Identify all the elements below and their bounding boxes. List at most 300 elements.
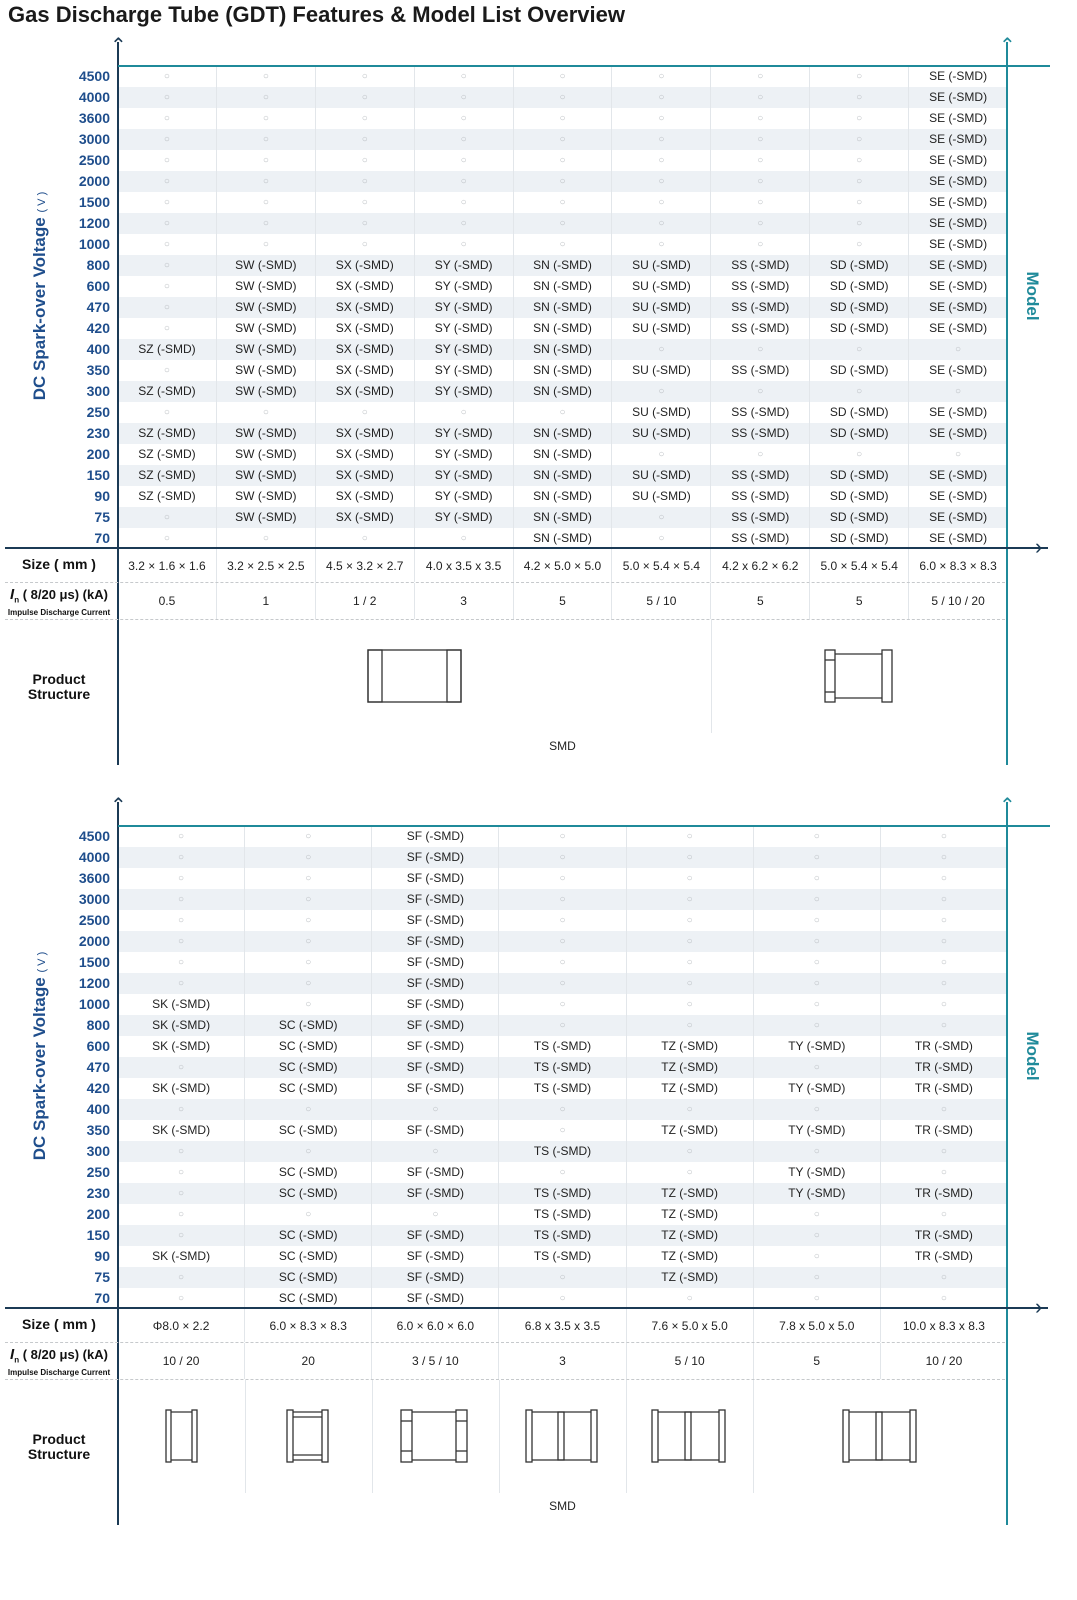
- unavailable-marker: ○: [753, 1246, 880, 1267]
- table-row: [118, 108, 1007, 129]
- model-cell: SF (-SMD): [371, 994, 498, 1015]
- model-cell: SZ (-SMD): [138, 384, 196, 398]
- unavailable-marker: ○: [513, 192, 612, 213]
- model-cell: SX (-SMD): [315, 486, 414, 507]
- model-cell: SW (-SMD): [216, 423, 315, 444]
- model-cell: SE (-SMD): [908, 87, 1007, 108]
- model-axis-label: Model: [1023, 271, 1042, 321]
- unavailable-marker: ○: [626, 1141, 753, 1162]
- size-cell: 10.0 x 8.3 x 8.3: [880, 1309, 1007, 1342]
- voltage-tick: 800: [86, 1017, 110, 1033]
- table-row: [118, 507, 1007, 528]
- unavailable-marker: ○: [163, 260, 170, 271]
- current-label: [0, 588, 118, 617]
- unavailable-marker: ○: [315, 192, 414, 213]
- table-row: [118, 1036, 1007, 1057]
- unavailable-marker: ○: [908, 339, 1007, 360]
- model-cell: SD (-SMD): [809, 465, 908, 486]
- size-cell: 7.8 x 5.0 x 5.0: [753, 1309, 880, 1342]
- unavailable-marker: ○: [163, 176, 170, 187]
- size-cell: 3.2 × 1.6 × 1.6: [128, 558, 206, 573]
- model-cell: SW (-SMD): [216, 507, 315, 528]
- unavailable-marker: ○: [244, 847, 371, 868]
- model-cell: SW (-SMD): [216, 318, 315, 339]
- unavailable-marker: ○: [611, 87, 710, 108]
- model-cell: SY (-SMD): [414, 255, 513, 276]
- structure-label-2: Structure: [27, 1446, 91, 1462]
- model-cell: SU (-SMD): [611, 402, 710, 423]
- model-cell: TY (-SMD): [753, 1036, 880, 1057]
- model-cell: SS (-SMD): [710, 507, 809, 528]
- unavailable-marker: ○: [611, 234, 710, 255]
- table-row: [118, 192, 1007, 213]
- unavailable-marker: ○: [244, 952, 371, 973]
- voltage-tick: 3600: [78, 110, 110, 126]
- table-row: [118, 486, 1007, 507]
- voltage-tick: 420: [86, 1080, 110, 1096]
- model-cell: SE (-SMD): [908, 276, 1007, 297]
- voltage-tick: 70: [94, 530, 110, 546]
- model-cell: TY (-SMD): [753, 1078, 880, 1099]
- model-cell: SN (-SMD): [513, 318, 612, 339]
- voltage-tick: 230: [86, 1185, 110, 1201]
- current-cell: 10 / 20: [162, 1354, 200, 1368]
- unavailable-marker: ○: [753, 973, 880, 994]
- unavailable-marker: ○: [178, 936, 185, 947]
- current-cell: 5: [513, 583, 612, 619]
- unavailable-marker: ○: [513, 108, 612, 129]
- model-cell: SF (-SMD): [371, 847, 498, 868]
- unavailable-marker: ○: [244, 910, 371, 931]
- unavailable-marker: ○: [626, 1099, 753, 1120]
- unavailable-marker: ○: [216, 66, 315, 87]
- unavailable-marker: ○: [753, 1267, 880, 1288]
- model-cell: SZ (-SMD): [138, 426, 196, 440]
- model-cell: SF (-SMD): [371, 1015, 498, 1036]
- voltage-tick: 250: [86, 1164, 110, 1180]
- unavailable-marker: ○: [414, 108, 513, 129]
- unavailable-marker: ○: [498, 931, 625, 952]
- unavailable-marker: ○: [611, 108, 710, 129]
- unavailable-marker: ○: [244, 868, 371, 889]
- unavailable-marker: ○: [611, 129, 710, 150]
- unavailable-marker: ○: [809, 192, 908, 213]
- model-table-panel-2: [0, 795, 1077, 1540]
- model-cell: SF (-SMD): [371, 1162, 498, 1183]
- unavailable-marker: ○: [513, 402, 612, 423]
- unavailable-marker: ○: [809, 171, 908, 192]
- unavailable-marker: ○: [611, 528, 710, 549]
- unavailable-marker: ○: [315, 213, 414, 234]
- unavailable-marker: ○: [513, 234, 612, 255]
- unavailable-marker: ○: [244, 931, 371, 952]
- unavailable-marker: ○: [178, 1209, 185, 1220]
- unavailable-marker: ○: [315, 129, 414, 150]
- voltage-tick: 1500: [78, 954, 110, 970]
- smd-label: SMD: [549, 1499, 576, 1513]
- voltage-tick: 4500: [78, 828, 110, 844]
- model-axis-top-line: [118, 825, 1050, 827]
- unavailable-marker: ○: [626, 973, 753, 994]
- voltage-tick: 350: [86, 1122, 110, 1138]
- table-row: [118, 1225, 1007, 1246]
- voltage-tick: 4000: [78, 89, 110, 105]
- size-cell: 4.0 x 3.5 x 3.5: [414, 549, 513, 582]
- table-row: [118, 1078, 1007, 1099]
- unavailable-marker: ○: [163, 197, 170, 208]
- current-cell: 0.5: [158, 594, 176, 608]
- model-cell: SE (-SMD): [908, 318, 1007, 339]
- unavailable-marker: ○: [315, 66, 414, 87]
- table-row: [118, 1183, 1007, 1204]
- size-cell: 6.0 × 6.0 × 6.0: [371, 1309, 498, 1342]
- table-row: [118, 150, 1007, 171]
- model-cell: SD (-SMD): [809, 402, 908, 423]
- unavailable-marker: ○: [163, 323, 170, 334]
- model-cell: SD (-SMD): [809, 318, 908, 339]
- unavailable-marker: ○: [178, 1104, 185, 1115]
- unavailable-marker: ○: [753, 1057, 880, 1078]
- size-row: [118, 549, 1007, 582]
- table-row: [118, 1120, 1007, 1141]
- current-cell: 3: [414, 583, 513, 619]
- model-cell: SX (-SMD): [315, 444, 414, 465]
- model-cell: SE (-SMD): [908, 423, 1007, 444]
- unavailable-marker: ○: [216, 528, 315, 549]
- unavailable-marker: ○: [414, 66, 513, 87]
- unavailable-marker: ○: [163, 407, 170, 418]
- table-row: [118, 1057, 1007, 1078]
- unavailable-marker: ○: [498, 994, 625, 1015]
- model-cell: SE (-SMD): [908, 255, 1007, 276]
- unavailable-marker: ○: [216, 402, 315, 423]
- model-cell: TZ (-SMD): [626, 1057, 753, 1078]
- size-label: Size ( mm ): [22, 1316, 96, 1332]
- model-cell: TZ (-SMD): [626, 1078, 753, 1099]
- unavailable-marker: ○: [880, 1162, 1007, 1183]
- model-cell: SD (-SMD): [809, 255, 908, 276]
- model-cell: SC (-SMD): [244, 1057, 371, 1078]
- voltage-tick: 300: [86, 1143, 110, 1159]
- unavailable-marker: ○: [513, 129, 612, 150]
- model-cell: TS (-SMD): [498, 1078, 625, 1099]
- model-cell: SN (-SMD): [513, 297, 612, 318]
- column-separator: [499, 1380, 500, 1493]
- model-cell: SX (-SMD): [315, 339, 414, 360]
- product-structure-drawing-sc: [285, 1408, 333, 1464]
- model-cell: SY (-SMD): [414, 381, 513, 402]
- current-cell: 20: [244, 1343, 371, 1379]
- unavailable-marker: ○: [178, 1146, 185, 1157]
- unavailable-marker: ○: [414, 213, 513, 234]
- model-cell: SN (-SMD): [513, 465, 612, 486]
- current-label-main: [0, 1348, 118, 1368]
- model-cell: SS (-SMD): [710, 528, 809, 549]
- model-cell: SS (-SMD): [710, 465, 809, 486]
- model-cell: SF (-SMD): [371, 1036, 498, 1057]
- unavailable-marker: ○: [244, 994, 371, 1015]
- current-cell: 5 / 10 / 20: [908, 583, 1007, 619]
- unavailable-marker: ○: [513, 87, 612, 108]
- model-cell: SY (-SMD): [414, 360, 513, 381]
- model-cell: SS (-SMD): [710, 255, 809, 276]
- unavailable-marker: ○: [315, 402, 414, 423]
- unavailable-marker: ○: [178, 1293, 185, 1304]
- unavailable-marker: ○: [498, 952, 625, 973]
- table-row: [118, 87, 1007, 108]
- model-cell: SN (-SMD): [513, 423, 612, 444]
- voltage-tick: 2000: [78, 933, 110, 949]
- model-cell: SK (-SMD): [152, 997, 211, 1011]
- voltage-tick: 1200: [78, 975, 110, 991]
- unavailable-marker: ○: [178, 831, 185, 842]
- model-cell: SF (-SMD): [371, 1225, 498, 1246]
- unavailable-marker: ○: [880, 1204, 1007, 1225]
- unavailable-marker: ○: [498, 910, 625, 931]
- model-cell: SC (-SMD): [244, 1036, 371, 1057]
- model-cell: SD (-SMD): [809, 423, 908, 444]
- model-cell: TR (-SMD): [880, 1183, 1007, 1204]
- unavailable-marker: ○: [315, 150, 414, 171]
- voltage-tick: 75: [94, 509, 110, 525]
- model-cell: SF (-SMD): [371, 1288, 498, 1309]
- model-axis-line: [1006, 42, 1008, 765]
- model-cell: TY (-SMD): [753, 1183, 880, 1204]
- unavailable-marker: ○: [244, 1204, 371, 1225]
- model-axis-line: [1006, 802, 1008, 1525]
- unavailable-marker: ○: [753, 910, 880, 931]
- unavailable-marker: ○: [216, 192, 315, 213]
- table-row: [118, 952, 1007, 973]
- voltage-tick: 400: [86, 341, 110, 357]
- model-cell: SD (-SMD): [809, 486, 908, 507]
- unavailable-marker: ○: [626, 1015, 753, 1036]
- model-cell: SE (-SMD): [908, 192, 1007, 213]
- unavailable-marker: ○: [880, 931, 1007, 952]
- table-row: [118, 1288, 1007, 1309]
- unavailable-marker: ○: [178, 852, 185, 863]
- model-cell: SW (-SMD): [216, 339, 315, 360]
- table-row: [118, 994, 1007, 1015]
- unavailable-marker: ○: [216, 213, 315, 234]
- x-axis-arrow-icon: ›: [1035, 534, 1043, 559]
- model-cell: SD (-SMD): [809, 297, 908, 318]
- voltage-tick: 1000: [78, 996, 110, 1012]
- voltage-tick: 75: [94, 1269, 110, 1285]
- unavailable-marker: ○: [753, 868, 880, 889]
- x-axis-arrow-icon: ›: [1035, 1294, 1043, 1319]
- model-cell: TR (-SMD): [880, 1120, 1007, 1141]
- model-cell: SU (-SMD): [611, 318, 710, 339]
- unavailable-marker: ○: [498, 1120, 625, 1141]
- unavailable-marker: ○: [880, 1288, 1007, 1309]
- table-row: [118, 66, 1007, 87]
- unavailable-marker: ○: [498, 1099, 625, 1120]
- voltage-tick: 70: [94, 1290, 110, 1306]
- model-cell: SW (-SMD): [216, 486, 315, 507]
- unavailable-marker: ○: [178, 894, 185, 905]
- model-cell: SF (-SMD): [371, 1057, 498, 1078]
- table-row: [118, 1162, 1007, 1183]
- unavailable-marker: ○: [611, 213, 710, 234]
- voltage-tick: 800: [86, 257, 110, 273]
- unavailable-marker: ○: [611, 381, 710, 402]
- current-row: [118, 1343, 1007, 1379]
- unavailable-marker: ○: [710, 192, 809, 213]
- size-cell: 5.0 × 5.4 × 5.4: [809, 549, 908, 582]
- model-cell: SE (-SMD): [908, 234, 1007, 255]
- unavailable-marker: ○: [880, 1015, 1007, 1036]
- table-row: [118, 973, 1007, 994]
- unavailable-marker: ○: [498, 889, 625, 910]
- unavailable-marker: ○: [498, 868, 625, 889]
- voltage-tick: 300: [86, 383, 110, 399]
- voltage-tick: 3000: [78, 891, 110, 907]
- model-cell: SF (-SMD): [371, 1078, 498, 1099]
- voltage-tick: 350: [86, 362, 110, 378]
- product-structure-drawing-tz: [650, 1408, 730, 1464]
- table-row: [118, 255, 1007, 276]
- model-cell: SY (-SMD): [414, 444, 513, 465]
- voltage-tick: 1500: [78, 194, 110, 210]
- model-cell: SK (-SMD): [152, 1018, 211, 1032]
- model-cell: SE (-SMD): [908, 507, 1007, 528]
- table-row: [118, 868, 1007, 889]
- product-structure-drawing-ty-tr: [841, 1408, 921, 1464]
- unavailable-marker: ○: [753, 889, 880, 910]
- column-separator: [711, 620, 712, 733]
- model-cell: SX (-SMD): [315, 360, 414, 381]
- unavailable-marker: ○: [880, 1141, 1007, 1162]
- current-row: [118, 583, 1007, 619]
- unavailable-marker: ○: [498, 973, 625, 994]
- y-axis-arrow-icon: ⌃: [110, 35, 127, 57]
- unavailable-marker: ○: [710, 129, 809, 150]
- model-cell: SZ (-SMD): [138, 342, 196, 356]
- model-cell: SX (-SMD): [315, 507, 414, 528]
- current-subscript: n: [14, 595, 20, 605]
- unavailable-marker: ○: [880, 973, 1007, 994]
- table-row: [118, 318, 1007, 339]
- unavailable-marker: ○: [371, 1099, 498, 1120]
- unavailable-marker: ○: [908, 381, 1007, 402]
- table-row: [118, 129, 1007, 150]
- unavailable-marker: ○: [880, 889, 1007, 910]
- model-cell: SX (-SMD): [315, 381, 414, 402]
- model-cell: TS (-SMD): [498, 1246, 625, 1267]
- model-cell: SY (-SMD): [414, 318, 513, 339]
- unavailable-marker: ○: [753, 1204, 880, 1225]
- voltage-tick: 90: [94, 1248, 110, 1264]
- structure-label: Product: [32, 671, 86, 687]
- unavailable-marker: ○: [626, 826, 753, 847]
- unavailable-marker: ○: [710, 87, 809, 108]
- smd-label: SMD: [549, 739, 576, 753]
- unavailable-marker: ○: [809, 87, 908, 108]
- table-row: [118, 1141, 1007, 1162]
- table-row: [118, 171, 1007, 192]
- model-cell: SF (-SMD): [371, 868, 498, 889]
- unavailable-marker: ○: [163, 134, 170, 145]
- table-row: [118, 423, 1007, 444]
- size-cell: 6.0 × 8.3 × 8.3: [908, 549, 1007, 582]
- unavailable-marker: ○: [498, 826, 625, 847]
- unavailable-marker: ○: [710, 171, 809, 192]
- current-symbol: I: [10, 586, 15, 603]
- unavailable-marker: ○: [710, 381, 809, 402]
- model-cell: SY (-SMD): [414, 276, 513, 297]
- size-row: [118, 1309, 1007, 1342]
- current-description: Impulse Discharge Current: [7, 607, 111, 617]
- unavailable-marker: ○: [753, 847, 880, 868]
- unavailable-marker: ○: [880, 1099, 1007, 1120]
- model-cell: SD (-SMD): [809, 360, 908, 381]
- model-cell: SN (-SMD): [513, 255, 612, 276]
- unavailable-marker: ○: [163, 92, 170, 103]
- unavailable-marker: ○: [244, 826, 371, 847]
- model-cell: SF (-SMD): [371, 931, 498, 952]
- model-cell: SF (-SMD): [371, 910, 498, 931]
- model-cell: SE (-SMD): [908, 528, 1007, 549]
- current-subscript: n: [14, 1355, 20, 1365]
- voltage-tick: 420: [86, 320, 110, 336]
- unavailable-marker: ○: [753, 826, 880, 847]
- y-axis-unit: ( V ): [36, 191, 48, 213]
- table-row: [118, 826, 1007, 847]
- unavailable-marker: ○: [710, 150, 809, 171]
- column-separator: [372, 1380, 373, 1493]
- model-cell: SK (-SMD): [152, 1039, 211, 1053]
- unavailable-marker: ○: [880, 847, 1007, 868]
- unavailable-marker: ○: [753, 994, 880, 1015]
- voltage-tick: 3000: [78, 131, 110, 147]
- model-cell: SE (-SMD): [908, 171, 1007, 192]
- unavailable-marker: ○: [216, 150, 315, 171]
- column-separator: [245, 1380, 246, 1493]
- unavailable-marker: ○: [626, 1288, 753, 1309]
- product-structure-drawing-ts: [524, 1408, 602, 1464]
- model-cell: SF (-SMD): [371, 973, 498, 994]
- unavailable-marker: ○: [498, 1162, 625, 1183]
- y-axis-title: DC Spark-over Voltage: [30, 972, 49, 1161]
- model-cell: SC (-SMD): [244, 1246, 371, 1267]
- unavailable-marker: ○: [710, 339, 809, 360]
- model-cell: TZ (-SMD): [626, 1036, 753, 1057]
- unavailable-marker: ○: [880, 826, 1007, 847]
- voltage-tick: 230: [86, 425, 110, 441]
- table-row: [118, 444, 1007, 465]
- model-cell: SU (-SMD): [611, 276, 710, 297]
- column-separator: [753, 1380, 754, 1493]
- model-cell: SW (-SMD): [216, 381, 315, 402]
- model-cell: SW (-SMD): [216, 276, 315, 297]
- model-cell: SE (-SMD): [908, 108, 1007, 129]
- model-cell: SF (-SMD): [371, 1183, 498, 1204]
- unavailable-marker: ○: [809, 234, 908, 255]
- unavailable-marker: ○: [178, 1230, 185, 1241]
- divider: [5, 619, 1005, 620]
- unavailable-marker: ○: [626, 889, 753, 910]
- unavailable-marker: ○: [315, 108, 414, 129]
- structure-label-2: Structure: [27, 686, 91, 702]
- product-structure-drawing-sf: [399, 1408, 473, 1464]
- current-cell: 3 / 5 / 10: [371, 1343, 498, 1379]
- model-cell: SN (-SMD): [513, 276, 612, 297]
- model-cell: SW (-SMD): [216, 444, 315, 465]
- unavailable-marker: ○: [498, 1015, 625, 1036]
- unavailable-marker: ○: [626, 868, 753, 889]
- unavailable-marker: ○: [163, 239, 170, 250]
